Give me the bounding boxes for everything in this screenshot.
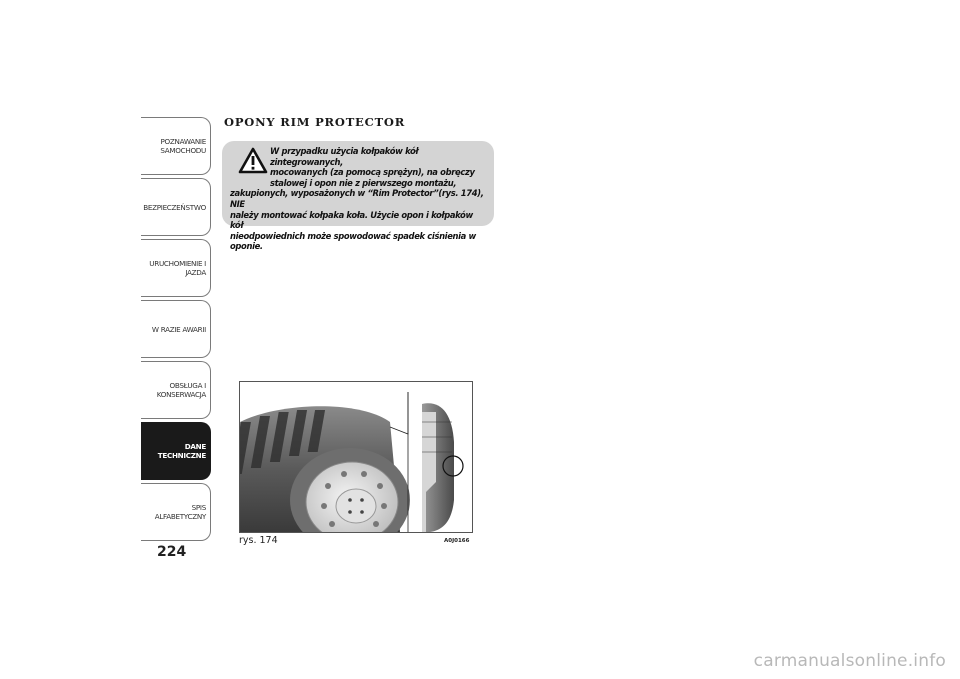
tab-obsluga-i-konserwacja[interactable]: OBSŁUGA I KONSERWACJA [141,361,211,419]
warning-text [230,146,488,252]
figure-code: A0J0166 [444,538,470,544]
warning-line-5: należy montować kołpaka koła. Użycie opon i kołpaków kół [230,209,473,231]
tab-w-razie-awarii[interactable]: W RAZIE AWARII [141,300,211,358]
warning-line-1: W przypadku użycia kołpaków kół zintegrowanych, [270,146,419,167]
warning-line-3: stalowej i opon nie z pierwszego montażu, [270,177,457,188]
rim-protector-illustration [240,382,472,532]
page-number: 224 [157,544,187,560]
figure-caption: rys. 174 [239,535,278,546]
tab-spis-alfabetyczny[interactable]: SPIS ALFABETYCZNY [141,483,211,541]
tab-uruchomienie-i-jazda[interactable]: URUCHOMIENIE I JAZDA [141,239,211,297]
warning-box [222,141,494,252]
tire-figure [239,381,473,533]
section-title: OPONY RIM PROTECTOR [224,115,406,129]
warning-line-2: mocowanych (za pomocą sprężyn), na obręczy [270,167,475,178]
tab-dane-techniczne[interactable]: DANE TECHNICZNE [141,422,211,480]
warning-line-6: nieodpowiednich może spowodować spadek ciśnienia w oponie. [230,230,476,252]
tab-bezpieczenstwo[interactable]: BEZPIECZEŃSTWO [141,178,211,236]
tab-poznawanie-samochodu[interactable]: POZNAWANIE SAMOCHODU [141,117,211,175]
watermark: carmanualsonline.info [753,651,946,671]
warning-line-4: zakupionych, wyposażonych w “Rim Protector”(rys. 174), NIE [230,188,484,209]
